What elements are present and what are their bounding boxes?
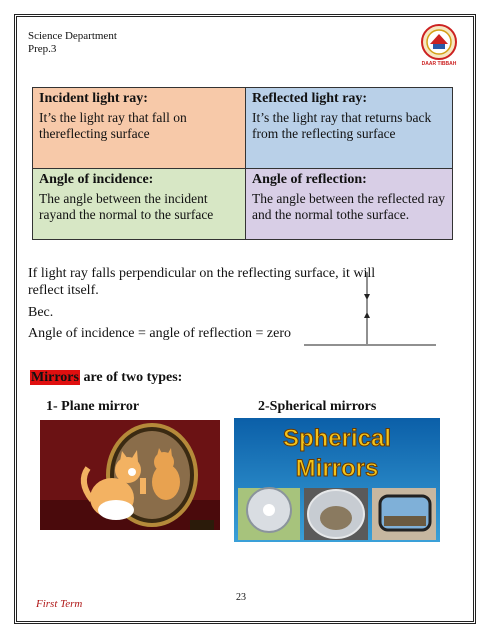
mirror-types-heading <box>30 370 182 386</box>
logo-caption: DAAR TIBBAH <box>421 61 457 67</box>
spherical-title-line-2: Mirrors <box>295 455 379 482</box>
paragraph-line-4: Angle of incidence = angle of reflection = zero <box>28 326 292 341</box>
school-crest-icon <box>416 22 462 68</box>
page-number: 23 <box>236 592 246 603</box>
grade-label: Prep.3 <box>28 43 57 55</box>
paragraph-line-3: Bec. <box>28 305 54 320</box>
up-arrow-icon <box>364 312 370 318</box>
perpendicular-ray-diagram <box>300 268 440 350</box>
paragraph-line-2: reflect itself. <box>28 283 99 298</box>
angle-incidence-text: The angle between the incident rayand the normal to the surface <box>39 191 214 222</box>
plane-mirror-label: 1- Plane mirror <box>46 399 140 414</box>
plane-mirror-image <box>40 420 220 530</box>
department-label: Science Department <box>28 30 117 42</box>
angle-incidence-cell <box>33 169 246 240</box>
spherical-title-line-1: Spherical <box>282 425 392 452</box>
down-arrow-icon <box>364 294 370 300</box>
reflected-ray-title: Reflected light ray: <box>252 91 368 106</box>
reflected-ray-text: It’s the light ray that returns back from the reflecting surface <box>252 110 432 141</box>
angle-reflection-title: Angle of reflection: <box>252 172 367 187</box>
incident-ray-text: It’s the light ray that fall on thereflecting surface <box>39 110 187 141</box>
incident-ray-title: Incident light ray: <box>39 91 148 106</box>
angle-reflection-text: The angle between the reflected ray and the normal tothe surface. <box>252 191 446 222</box>
definitions-table <box>32 87 453 240</box>
mirrors-highlight: Mirrors <box>31 370 79 385</box>
mirrors-rest: are of two types: <box>79 370 183 385</box>
angle-incidence-title: Angle of incidence: <box>39 172 154 187</box>
spherical-mirrors-label: 2-Spherical mirrors <box>258 399 377 414</box>
incident-ray-cell <box>33 88 246 169</box>
reflected-ray-cell <box>246 88 453 169</box>
spherical-mirrors-image <box>234 418 440 542</box>
angle-reflection-cell <box>246 169 453 240</box>
footer-term: First Term <box>36 598 83 610</box>
paragraph-line-1: If light ray falls perpendicular on the reflecting surface, it will <box>28 266 376 281</box>
